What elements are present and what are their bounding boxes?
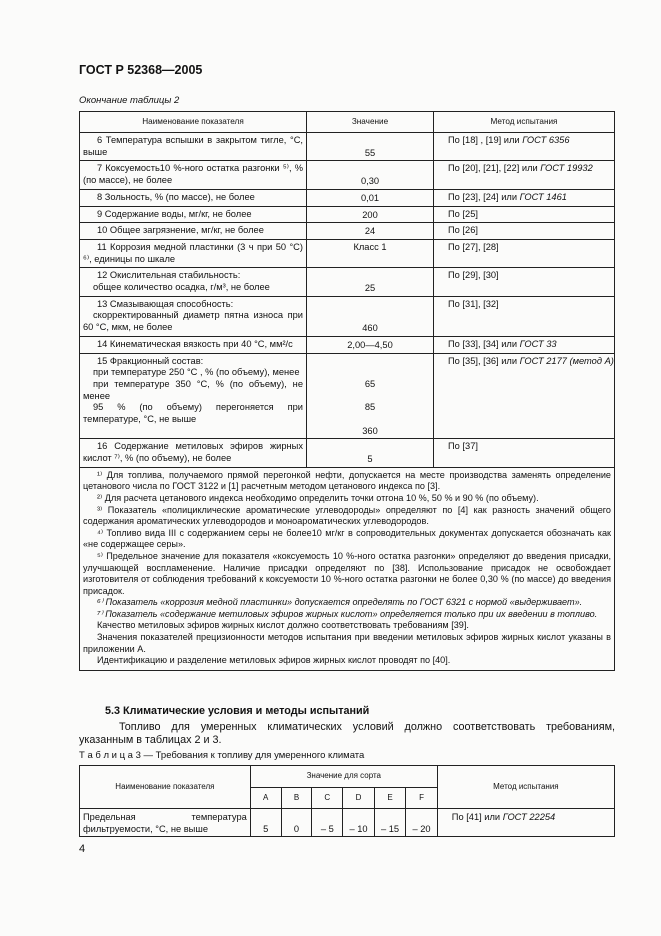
table-2 xyxy=(79,111,615,671)
row-name-line: 6 Температура вспышки в закрытом тигле, °С, выше xyxy=(83,135,303,157)
row-value xyxy=(307,439,434,467)
grade-header: B xyxy=(281,787,312,809)
row-name xyxy=(80,336,307,353)
row-value-item: 55 xyxy=(364,147,376,158)
row-method-gost: ГОСТ 1461 xyxy=(519,191,567,202)
table-row xyxy=(80,439,615,467)
row-method xyxy=(434,223,615,240)
table-note: ²⁾ Для расчета цетанового индекса необходимо определить точки отгона 10 %, 50 % и 90 % (по объему). xyxy=(97,492,539,503)
table-note: ⁴⁾ Топливо вида III с содержанием серы не более10 мг/кг в сопроводительных документах допускается обозначать как «не содержащее серы». xyxy=(83,527,611,550)
table-notes xyxy=(80,467,615,670)
t3-row-method xyxy=(437,809,614,837)
row-name-line: 11 Коррозия медной пластинки (3 ч при 50 °С) ⁶⁾, единицы по шкале xyxy=(83,241,303,264)
table-note: Идентификацию и разделение метиловых эфиров жирных кислот проводят по [40]. xyxy=(97,655,451,666)
row-method xyxy=(434,268,615,296)
row-method xyxy=(434,206,615,223)
row-method-gost: ГОСТ 19932 xyxy=(540,163,593,174)
row-value-item: 0,30 xyxy=(360,176,380,187)
table-note: ⁶⁾ Показатель «коррозия медной пластинки» допускается определять по ГОСТ 6321 с нормой «выдерживает». xyxy=(97,597,583,608)
row-method-text: По [18] , [19] или xyxy=(448,135,523,145)
row-name-line: 10 Общее загрязнение, мг/кг, не более xyxy=(97,225,264,236)
row-name xyxy=(80,223,307,240)
grade-value: 5 xyxy=(250,809,281,837)
t3-header-name: Наименование показателя xyxy=(80,766,251,809)
table3-caption: Т а б л и ц а 3 — Требования к топливу для умеренного климата xyxy=(79,750,365,761)
row-value-item: 85 xyxy=(364,402,376,413)
row-name-line: 13 Смазывающая способность: xyxy=(97,298,234,309)
row-value-item: 200 xyxy=(362,209,378,220)
table2-caption: Окончание таблицы 2 xyxy=(79,95,180,106)
row-value-item: Класс 1 xyxy=(353,241,387,252)
row-name-line: 16 Содержание метиловых эфиров жирных кислот ⁷⁾, % (по объему), не более xyxy=(83,441,303,464)
row-value-item: 65 xyxy=(364,378,376,389)
row-method-text: По [33], [34] или xyxy=(448,338,520,349)
table-row xyxy=(80,268,615,296)
grade-value: – 5 xyxy=(312,809,343,837)
row-method-gost: ГОСТ 2177 (метод А) xyxy=(519,355,614,366)
row-value-item: 460 xyxy=(362,323,378,334)
row-name-line: скорректированный диаметр пятна износа при 60 °С, мкм, не более xyxy=(83,310,303,333)
grade-value: – 15 xyxy=(374,809,406,837)
row-name-line: 14 Кинематическая вязкость при 40 °С, мм²/с xyxy=(97,338,293,349)
table-note: Качество метиловых эфиров жирных кислот должно соответствовать требованиям [39]. xyxy=(97,620,469,631)
row-name xyxy=(80,133,307,161)
row-value xyxy=(307,133,434,161)
row-method xyxy=(434,133,615,161)
column-header-method: Метод испытания xyxy=(434,112,615,133)
table-row xyxy=(80,133,615,161)
row-name xyxy=(80,189,307,206)
row-method-text: По [37] xyxy=(448,441,478,452)
row-name-line: 8 Зольность, % (по массе), не более xyxy=(97,191,255,202)
row-method xyxy=(434,296,615,336)
row-name-line: 9 Содержание воды, мг/кг, не более xyxy=(97,208,252,219)
row-method-text: По [35], [36] или xyxy=(448,355,520,366)
table-row xyxy=(80,189,615,206)
row-value xyxy=(307,239,434,267)
row-value-item: 2,00—4,50 xyxy=(347,339,393,350)
row-name xyxy=(80,206,307,223)
grade-header: E xyxy=(374,787,406,809)
table-note: ⁷⁾ Показатель «содержание метиловых эфиров жирных кислот» определяется только при их введении в топливо. xyxy=(97,608,598,619)
row-value xyxy=(307,223,434,240)
table-row xyxy=(80,353,615,439)
document-header: ГОСТ Р 52368—2005 xyxy=(79,63,203,77)
row-value xyxy=(307,161,434,189)
grade-value: – 10 xyxy=(343,809,375,837)
row-name xyxy=(80,239,307,267)
t3-row-method-gost: ГОСТ 22254 xyxy=(502,812,556,822)
row-value xyxy=(307,353,434,439)
t3-row-method-text: По [41] или xyxy=(451,812,503,822)
row-name xyxy=(80,353,307,439)
section-5-3 xyxy=(79,705,615,748)
row-method-text: По [23], [24] или xyxy=(448,191,520,202)
grade-header: F xyxy=(406,787,438,809)
table-row xyxy=(80,223,615,240)
t3-row-name: Предельная температура фильтруемости, °С, не выше xyxy=(80,809,251,837)
row-value xyxy=(307,206,434,223)
row-method xyxy=(434,439,615,467)
row-value-item: 24 xyxy=(364,226,376,237)
row-name-line: 95 % (по объему) перегоняется при температуре, °С, не выше xyxy=(83,402,303,425)
section-heading: 5.3 Климатические условия и методы испытаний xyxy=(105,705,370,717)
grade-header: A xyxy=(250,787,281,809)
row-value-item: 25 xyxy=(364,283,376,294)
row-method-gost: ГОСТ 33 xyxy=(519,338,557,349)
table-row xyxy=(80,296,615,336)
row-name xyxy=(80,268,307,296)
table-3 xyxy=(79,765,615,837)
row-method-text: По [26] xyxy=(448,225,478,236)
table-row xyxy=(80,161,615,189)
grade-header: C xyxy=(312,787,343,809)
table-note: ³⁾ Показатель «полициклические ароматические углеводороды» определяют по [4] как разность значений общего содержания ароматических углеводородов и моноароматических углеводородов. xyxy=(83,504,611,527)
table-note: Значения показателей прецизионности методов испытания при введении метиловых эфиров жирных кислот указаны в приложении А. xyxy=(83,632,611,654)
column-header-value: Значение xyxy=(307,112,434,133)
table-row xyxy=(80,206,615,223)
row-method-text: По [27], [28] xyxy=(448,241,499,252)
row-value-item: 360 xyxy=(362,425,378,436)
row-name-line: 15 Фракционный состав: xyxy=(97,355,204,366)
row-value-item: 5 xyxy=(367,454,373,465)
row-value-item: 0,01 xyxy=(360,192,380,203)
row-name-line: 12 Окислительная стабильность: xyxy=(97,270,241,281)
row-name xyxy=(80,161,307,189)
row-name xyxy=(80,439,307,467)
section-paragraph: Топливо для умеренных климатических условий должно соответствовать требованиям, указанным в таблицах 2 и 3. xyxy=(79,720,615,746)
grade-header: D xyxy=(343,787,375,809)
row-value xyxy=(307,336,434,353)
row-method xyxy=(434,336,615,353)
row-name xyxy=(80,296,307,336)
row-method-text: По [29], [30] xyxy=(448,270,499,281)
row-value xyxy=(307,189,434,206)
row-method-text: По [20], [21], [22] или xyxy=(448,163,541,174)
page-number: 4 xyxy=(79,843,86,855)
row-value xyxy=(307,296,434,336)
row-value xyxy=(307,268,434,296)
t3-header-method: Метод испытания xyxy=(437,766,614,809)
row-method xyxy=(434,239,615,267)
grade-value: 0 xyxy=(281,809,312,837)
table-note: ¹⁾ Для топлива, получаемого прямой перегонкой нефти, допускается на месте производства заменять определение цетанового числа по ГОСТ 3122 и [1] расчетным методом цетанового индекса по [3]. xyxy=(83,469,611,492)
t3-header-value: Значение для сорта xyxy=(250,766,437,788)
table-row xyxy=(80,336,615,353)
row-name-line: 7 Коксуемость10 %-ного остатка разгонки ⁵⁾, % (по массе), не более xyxy=(83,163,303,186)
table-row xyxy=(80,239,615,267)
column-header-name: Наименование показателя xyxy=(80,112,307,133)
row-name-line: общее количество осадка, г/м³, не более xyxy=(93,282,270,293)
grade-value: – 20 xyxy=(406,809,438,837)
row-name-line: при температуре 250 °С , % (по объему), менее xyxy=(93,367,300,378)
row-name-line: при температуре 350 °С, % (по объему), не менее xyxy=(83,378,303,401)
row-method-text: По [31], [32] xyxy=(448,298,499,309)
table-note: ⁵⁾ Предельное значение для показателя «коксуемость 10 %-ного остатка разгонки» определяют до введения присадки, улучшающей воспламенение. Наличие присадки определяют по [38]. Использование присадок не освобождает изготовителя от соблюдения требований к коксуемости 10 %-ного остатка разгонки не более 0,30 % (по массе) до введения присадок. xyxy=(83,550,611,596)
row-method xyxy=(434,353,615,439)
row-method-gost: ГОСТ 6356 xyxy=(522,135,570,145)
row-method-text: По [25] xyxy=(448,208,478,219)
row-method xyxy=(434,189,615,206)
row-method xyxy=(434,161,615,189)
